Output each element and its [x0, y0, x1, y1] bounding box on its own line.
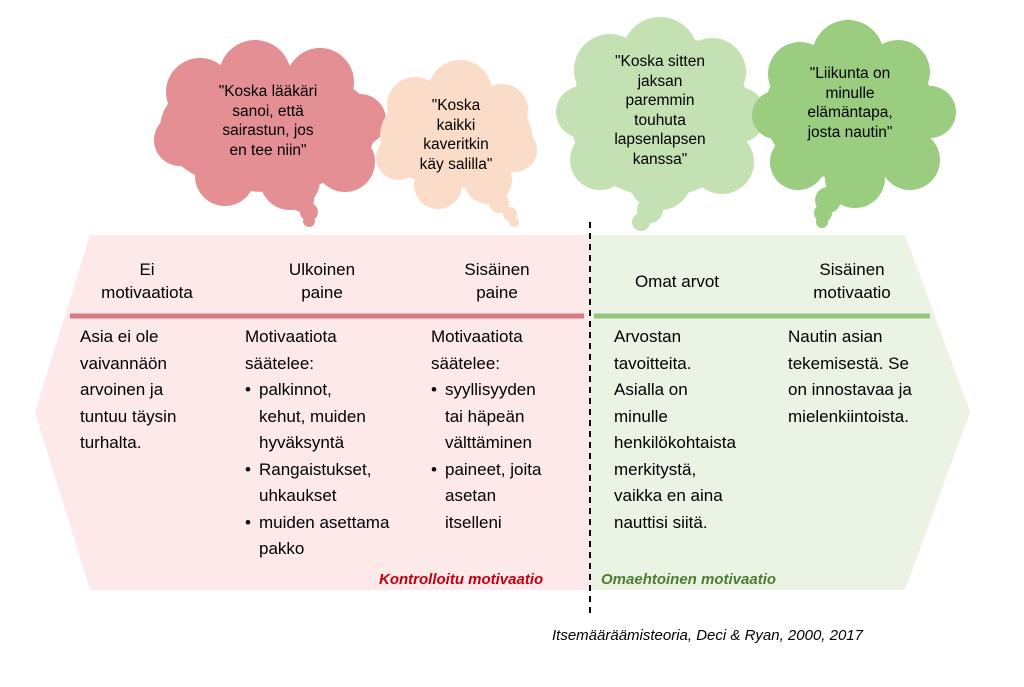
heading-external-pressure: Ulkoinen paine [288, 260, 356, 302]
body-internal-pressure [431, 324, 586, 536]
external-pressure-list [245, 377, 425, 563]
bubble-4-text: "Liikunta on minulle elämäntapa, josta nautin" [807, 65, 893, 141]
internal-pressure-intro: Motivaatiota säätelee: [431, 327, 523, 373]
body-own-values: Arvostan tavoitteita. Asialla on minulle henkilökohtaista merkitystä, vaikka en aina nauttisi siitä. [614, 327, 736, 532]
list-item: • paineet, joita asetan itselleni [431, 457, 586, 537]
body-external-pressure [245, 324, 425, 563]
controlled-motivation-label: Kontrolloitu motivaatio [379, 571, 544, 588]
citation: Itsemääräämisteoria, Deci & Ryan, 2000, 2017 [552, 627, 863, 644]
bubble-3-text: "Koska sitten jaksan paremmin touhuta lapsenlapsen kanssa" [614, 53, 706, 168]
list-item: • muiden asettama pakko [245, 510, 425, 563]
list-item: • palkinnot, kehut, muiden hyväksyntä [245, 377, 425, 457]
internal-pressure-list [431, 377, 586, 536]
heading-internal-pressure: Sisäinen paine [464, 260, 530, 302]
external-pressure-intro: Motivaatiota säätelee: [245, 327, 337, 373]
heading-intrinsic-motivation: Sisäinen motivaatio [813, 260, 891, 302]
bubble-1-text: "Koska lääkäri sanoi, että sairastun, jos en tee niin" [218, 83, 318, 159]
heading-no-motivation: Ei motivaatiota [101, 260, 193, 302]
body-no-motivation: Asia ei ole vaivannäön arvoinen ja tuntuu täysin turhalta. [80, 327, 177, 452]
list-item: • Rangaistukset, uhkaukset [245, 457, 425, 510]
heading-own-values: Omat arvot [634, 272, 720, 291]
list-item: • syyllisyyden tai häpeän välttäminen [431, 377, 586, 457]
bubble-2-text: "Koska kaikki kaveritkin käy salilla" [419, 97, 493, 173]
body-intrinsic-motivation: Nautin asian tekemisestä. Se on innostavaa ja mielenkiintoista. [788, 327, 912, 426]
autonomous-motivation-label: Omaehtoinen motivaatio [601, 571, 777, 588]
